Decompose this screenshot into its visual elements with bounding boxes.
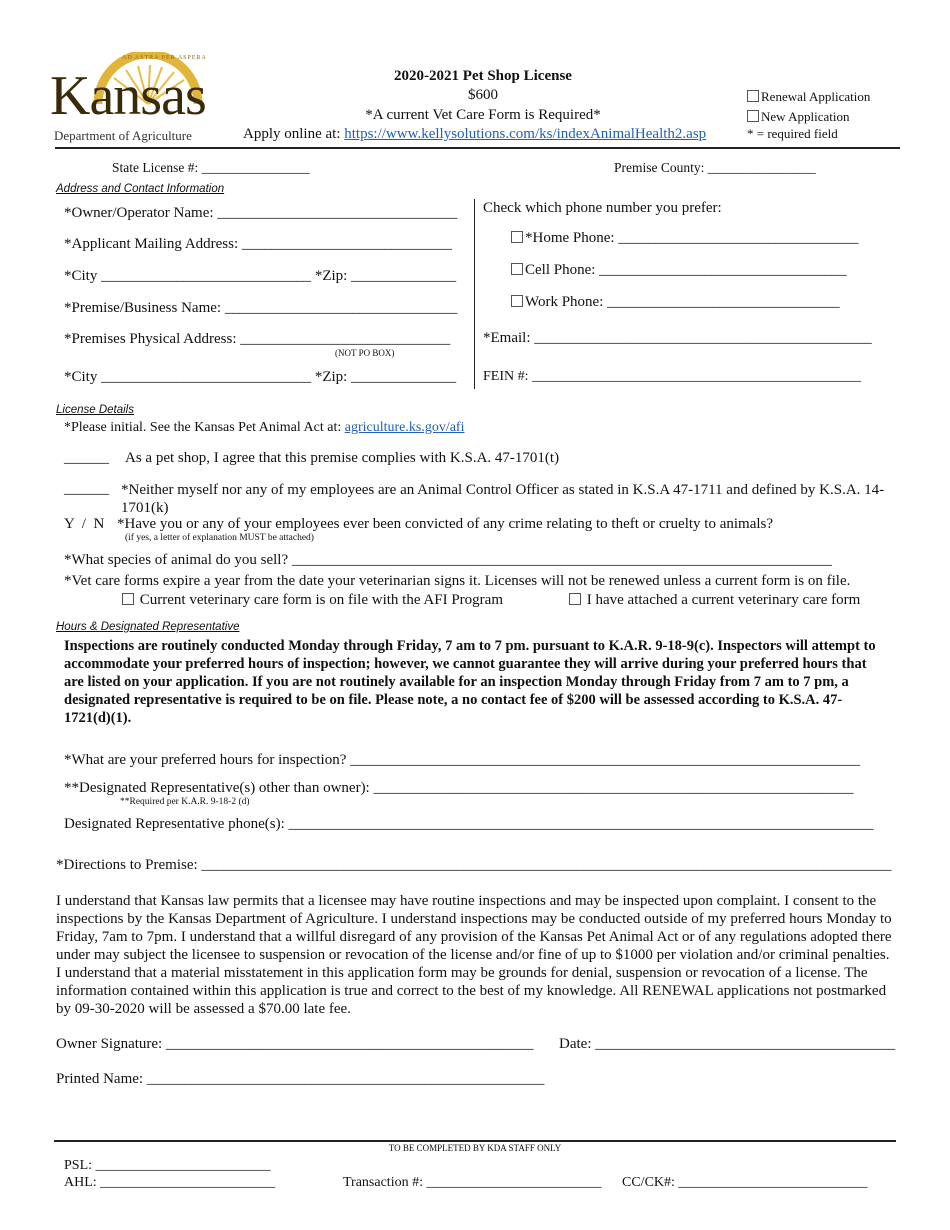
new-app-option[interactable] bbox=[747, 109, 849, 125]
apply-online bbox=[243, 126, 706, 143]
initial-blank-1[interactable]: ______ bbox=[64, 450, 109, 466]
vet-attached-option[interactable] bbox=[569, 592, 860, 609]
vet-care-note: *A current Vet Care Form is Required* bbox=[365, 107, 601, 123]
home-phone-checkbox[interactable] bbox=[511, 231, 523, 243]
printed-name-field[interactable]: Printed Name: _____________________________________________________ bbox=[56, 1071, 545, 1087]
business-name-field[interactable]: *Premise/Business Name: _______________________________ bbox=[64, 300, 458, 316]
vet-on-file-option[interactable] bbox=[122, 592, 503, 609]
apply-online-label: Apply online at: bbox=[243, 126, 345, 142]
initial-blank-2[interactable]: ______ bbox=[64, 481, 109, 497]
transaction-field[interactable]: Transaction #: _________________________ bbox=[343, 1175, 602, 1190]
vet-expiry-notice: *Vet care forms expire a year from the date your veterinarian signs it. Licenses will not be renewed unless a current form is on file. bbox=[64, 573, 851, 589]
work-phone-option[interactable] bbox=[511, 294, 840, 311]
explanation-note: (if yes, a letter of explanation MUST be attached) bbox=[125, 533, 314, 543]
pet-act-link[interactable]: agriculture.ks.gov/afi bbox=[344, 420, 465, 435]
date-field[interactable]: Date: ________________________________________ bbox=[559, 1036, 896, 1052]
work-phone-field[interactable]: Work Phone: _______________________________ bbox=[525, 294, 840, 310]
address-section-heading: Address and Contact Information bbox=[56, 183, 225, 195]
agreement-animal-control: *Neither myself nor any of my employees are an Animal Control Officer as stated in K.S.A 47-1711 and defined by K.S.A. 14-1701(k) bbox=[121, 482, 885, 516]
phone-preference-label: Check which phone number you prefer: bbox=[483, 200, 722, 216]
hours-section-heading: Hours & Designated Representative bbox=[56, 621, 240, 633]
species-field[interactable]: *What species of animal do you sell? ________________________________________________________________________ bbox=[64, 552, 832, 568]
psl-field[interactable]: PSL: _________________________ bbox=[64, 1158, 271, 1173]
required-field-note: * = required field bbox=[747, 126, 838, 141]
owner-name-field[interactable]: *Owner/Operator Name: ________________________________ bbox=[64, 205, 458, 221]
initial-instruction-text: *Please initial. See the Kansas Pet Animal Act at: bbox=[64, 420, 345, 435]
preferred-hours-field[interactable]: *What are your preferred hours for inspection? ____________________________________________________________________ bbox=[64, 752, 861, 768]
vet-attached-label: I have attached a current veterinary care form bbox=[586, 592, 861, 608]
home-phone-option[interactable] bbox=[511, 230, 858, 247]
vet-attached-checkbox[interactable] bbox=[569, 593, 581, 605]
state-license-field[interactable]: State License #: ________________ bbox=[112, 160, 310, 175]
work-phone-checkbox[interactable] bbox=[511, 295, 523, 307]
renewal-option[interactable] bbox=[747, 89, 870, 105]
apply-online-link[interactable]: https://www.kellysolutions.com/ks/indexAnimalHealth2.asp bbox=[344, 126, 707, 142]
ahl-field[interactable]: AHL: _________________________ bbox=[64, 1175, 276, 1190]
not-po-box-note: (NOT PO BOX) bbox=[335, 348, 395, 358]
conviction-question: *Have you or any of your employees ever been convicted of any crime relating to theft or cruelty to animals? bbox=[117, 516, 774, 532]
fein-field[interactable]: FEIN #: _______________________________________________ bbox=[483, 369, 861, 384]
cell-phone-option[interactable] bbox=[511, 262, 847, 279]
consent-statement: I understand that Kansas law permits that a licensee may have routine inspections and may be inspected upon complaint. I consent to the inspections by the Kansas Department of Agriculture. I understand inspections may be conducted outside of my preferred hours Monday to Friday, 7am to 7pm. I understand that a willful disregard of any provision of the Kansas Pet Animal Act or of any regulations adopted there under may subject the licensee to suspension or revocation of the license and/or fine of up to $1000 per violation and/or criminal penalties. I understand that a material misstatement in this application form may be grounds for denial, suspension or revocation of a license. The information contained within this application is true and correct to the best of my knowledge. All RENEWAL applications not postmarked by 09-30-2020 will be assessed a $70.00 late fee. bbox=[56, 893, 892, 1017]
initial-instruction bbox=[64, 420, 464, 436]
directions-field[interactable]: *Directions to Premise: ____________________________________________________________________________________________ bbox=[56, 857, 892, 873]
agreement-pet-shop: As a pet shop, I agree that this premise complies with K.S.A. 47-1701(t) bbox=[125, 450, 560, 466]
cc-ck-field[interactable]: CC/CK#: ___________________________ bbox=[622, 1175, 868, 1190]
cell-phone-checkbox[interactable] bbox=[511, 263, 523, 275]
staff-only-note: TO BE COMPLETED BY KDA STAFF ONLY bbox=[388, 1143, 562, 1153]
owner-signature-field[interactable]: Owner Signature: _________________________________________________ bbox=[56, 1036, 534, 1052]
logo-department: Department of Agriculture bbox=[54, 128, 192, 143]
designated-rep-phone-field[interactable]: Designated Representative phone(s): ______________________________________________________________________________ bbox=[64, 816, 874, 832]
new-app-label: New Application bbox=[761, 109, 850, 124]
logo-arc-text: AD ASTRA PER ASPERA bbox=[122, 55, 207, 61]
premise-county-field[interactable]: Premise County: ________________ bbox=[614, 160, 816, 175]
email-field[interactable]: *Email: _____________________________________________ bbox=[483, 330, 872, 346]
inspection-notice: Inspections are routinely conducted Monday through Friday, 7 am to 7 pm. pursuant to K.A.R. 9-18-9(c). Inspectors will attempt to accommodate your preferred hours of inspection; however, we cannot guarantee they will arrive during your preferred hours that are listed on your application. If you are not routinely available for an inspection Monday through Friday from 7 am to 7 pm, a designated representative is required to be on file. Please note, a no contact fee of $200 will be assessed according to K.S.A. 47-1721(d)(1). bbox=[64, 638, 876, 726]
license-fee: $600 bbox=[468, 87, 498, 103]
kda-logo bbox=[50, 52, 205, 144]
vet-on-file-checkbox[interactable] bbox=[122, 593, 134, 605]
designated-rep-note: **Required per K.A.R. 9-18-2 (d) bbox=[120, 797, 250, 807]
yes-no-choice[interactable]: Y / N bbox=[64, 516, 105, 532]
home-phone-field[interactable]: *Home Phone: ________________________________ bbox=[525, 230, 859, 246]
cell-phone-field[interactable]: Cell Phone: _________________________________ bbox=[525, 262, 847, 278]
form-title: 2020-2021 Pet Shop License bbox=[394, 68, 572, 84]
column-divider bbox=[474, 199, 475, 389]
premise-city-zip-field[interactable]: *City ____________________________ *Zip: ______________ bbox=[64, 369, 457, 385]
renewal-checkbox[interactable] bbox=[747, 90, 759, 102]
designated-rep-field[interactable]: **Designated Representative(s) other than owner): ________________________________________________________________ bbox=[64, 780, 854, 796]
header-divider bbox=[55, 147, 900, 149]
logo-wordmark: Kansas bbox=[50, 65, 206, 127]
new-app-checkbox[interactable] bbox=[747, 110, 759, 122]
vet-on-file-label: Current veterinary care form is on file with the AFI Program bbox=[139, 592, 503, 608]
license-section-heading: License Details bbox=[56, 404, 134, 416]
mailing-city-zip-field[interactable]: *City ____________________________ *Zip: ______________ bbox=[64, 268, 457, 284]
mailing-address-field[interactable]: *Applicant Mailing Address: ____________________________ bbox=[64, 236, 452, 252]
renewal-label: Renewal Application bbox=[761, 89, 871, 104]
physical-address-field[interactable]: *Premises Physical Address: ____________________________ bbox=[64, 331, 451, 347]
staff-divider bbox=[54, 1140, 896, 1142]
